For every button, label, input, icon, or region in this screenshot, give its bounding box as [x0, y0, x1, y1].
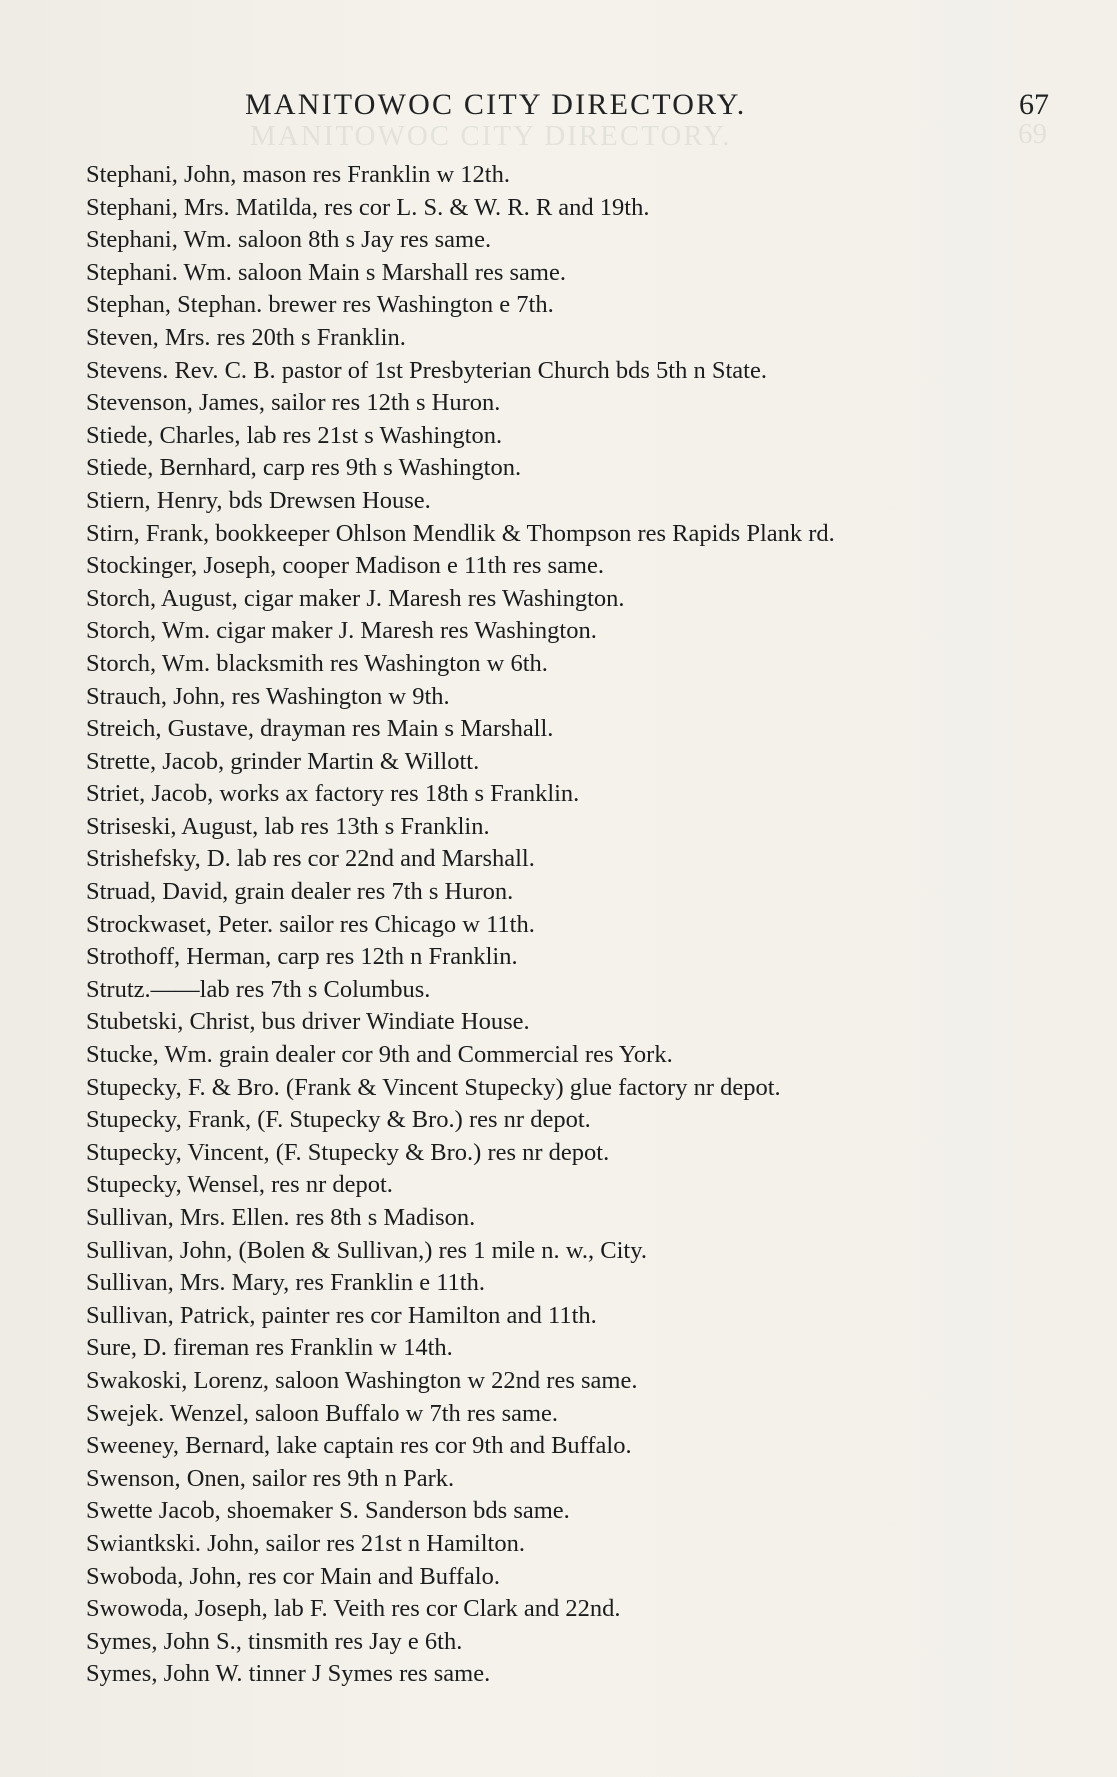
- directory-entry: Stephani. Wm. saloon Main s Marshall res same.: [86, 258, 566, 286]
- directory-entry: Storch, Wm. cigar maker J. Maresh res Washington.: [86, 617, 597, 645]
- directory-entry: Strette, Jacob, grinder Martin & Willott.: [86, 747, 480, 775]
- directory-entry: Storch, Wm. blacksmith res Washington w 6th.: [86, 649, 548, 677]
- directory-entry: Symes, John S., tinsmith res Jay e 6th.: [86, 1627, 463, 1655]
- directory-entry: Stiede, Charles, lab res 21st s Washington.: [86, 421, 503, 449]
- directory-entry: Stupecky, Wensel, res nr depot.: [86, 1171, 393, 1199]
- directory-entry: Stubetski, Christ, bus driver Windiate House.: [86, 1008, 530, 1036]
- directory-entry: Sullivan, Mrs. Mary, res Franklin e 11th.: [86, 1269, 485, 1297]
- directory-entry: Stephani, Mrs. Matilda, res cor L. S. & W. R. R and 19th.: [86, 193, 650, 221]
- bleed-through-text: MANITOWOC CITY DIRECTORY.: [250, 120, 732, 152]
- directory-entry: Stucke, Wm. grain dealer cor 9th and Commercial res York.: [86, 1041, 673, 1069]
- directory-entry: Stirn, Frank, bookkeeper Ohlson Mendlik & Thompson res Rapids Plank rd.: [86, 519, 835, 547]
- directory-entry: Stiede, Bernhard, carp res 9th s Washington.: [86, 454, 522, 482]
- directory-entry: Stephani, John, mason res Franklin w 12th.: [86, 161, 510, 188]
- directory-entry: Sullivan, Patrick, painter res cor Hamilton and 11th.: [86, 1301, 597, 1329]
- directory-entry: Striseski, August, lab res 13th s Franklin.: [86, 812, 490, 840]
- directory-entry: Strauch, John, res Washington w 9th.: [86, 682, 450, 710]
- directory-entry: Swejek. Wenzel, saloon Buffalo w 7th res same.: [86, 1399, 559, 1427]
- directory-entry: Stevens. Rev. C. B. pastor of 1st Presbyterian Church bds 5th n State.: [86, 356, 767, 384]
- directory-entry: Sullivan, John, (Bolen & Sullivan,) res 1 mile n. w., City.: [86, 1236, 647, 1264]
- directory-entry: Stevenson, James, sailor res 12th s Huron.: [86, 389, 501, 417]
- directory-entry: Struad, David, grain dealer res 7th s Huron.: [86, 878, 514, 906]
- directory-entry: Storch, August, cigar maker J. Maresh res Washington.: [86, 584, 625, 612]
- directory-entry: Stiern, Henry, bds Drewsen House.: [86, 486, 431, 514]
- bleed-through-page-number: 69: [1018, 118, 1047, 150]
- page-title: MANITOWOC CITY DIRECTORY.: [245, 88, 747, 121]
- directory-entries: [86, 159, 1076, 1691]
- directory-entry: Stephani, Wm. saloon 8th s Jay res same.: [86, 226, 492, 254]
- directory-entry: Stupecky, Frank, (F. Stupecky & Bro.) res nr depot.: [86, 1106, 591, 1134]
- directory-entry: Sure, D. fireman res Franklin w 14th.: [86, 1334, 453, 1362]
- directory-entry: Strothoff, Herman, carp res 12th n Franklin.: [86, 943, 518, 971]
- directory-entry: Stephan, Stephan. brewer res Washington e 7th.: [86, 291, 554, 319]
- directory-entry: Swakoski, Lorenz, saloon Washington w 22nd res same.: [86, 1366, 638, 1394]
- directory-entry: Striet, Jacob, works ax factory res 18th s Franklin.: [86, 780, 580, 808]
- directory-entry: Strockwaset, Peter. sailor res Chicago w 11th.: [86, 910, 535, 938]
- directory-entry: Symes, John W. tinner J Symes res same.: [86, 1660, 491, 1688]
- directory-entry: Sullivan, Mrs. Ellen. res 8th s Madison.: [86, 1204, 476, 1231]
- directory-entry: Swoboda, John, res cor Main and Buffalo.: [86, 1562, 500, 1590]
- page-number: 67: [1019, 88, 1049, 121]
- directory-entry: Strutz.——lab res 7th s Columbus.: [86, 975, 431, 1003]
- directory-entry: Swowoda, Joseph, lab F. Veith res cor Clark and 22nd.: [86, 1595, 621, 1623]
- directory-entry: Swiantkski. John, sailor res 21st n Hamilton.: [86, 1529, 525, 1557]
- directory-entry: Swenson, Onen, sailor res 9th n Park.: [86, 1464, 455, 1492]
- directory-entry: Strishefsky, D. lab res cor 22nd and Marshall.: [86, 845, 535, 873]
- directory-entry: Stupecky, Vincent, (F. Stupecky & Bro.) res nr depot.: [86, 1138, 610, 1166]
- directory-entry: Sweeney, Bernard, lake captain res cor 9th and Buffalo.: [86, 1432, 632, 1460]
- directory-entry: Swette Jacob, shoemaker S. Sanderson bds same.: [86, 1497, 570, 1525]
- directory-entry: Streich, Gustave, drayman res Main s Marshall.: [86, 715, 554, 743]
- directory-entry: Stockinger, Joseph, cooper Madison e 11th res same.: [86, 552, 604, 580]
- directory-entry: Stupecky, F. & Bro. (Frank & Vincent Stupecky) glue factory nr depot.: [86, 1073, 781, 1101]
- directory-entry: Steven, Mrs. res 20th s Franklin.: [86, 323, 406, 351]
- page-header: [0, 88, 1117, 128]
